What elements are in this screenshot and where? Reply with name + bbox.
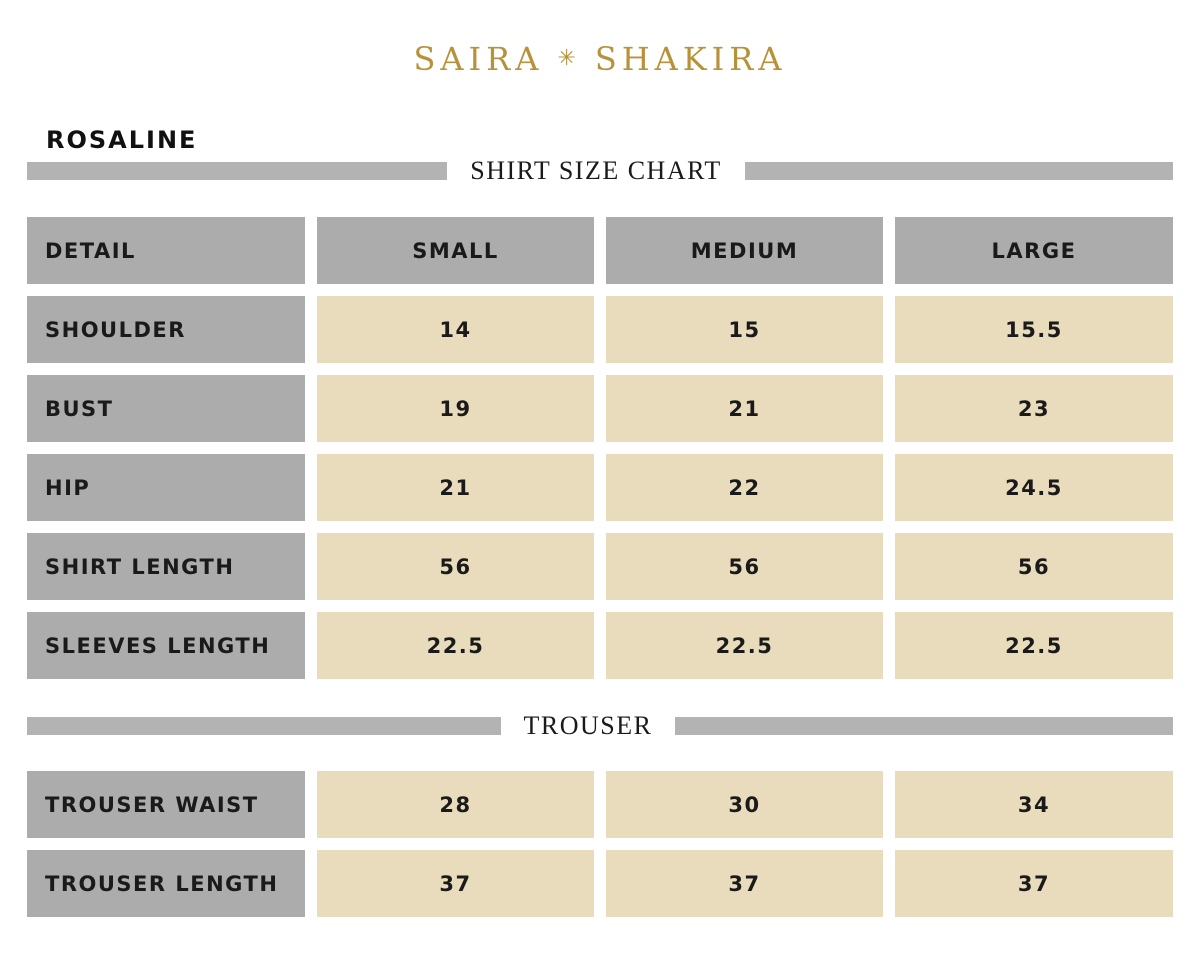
value-cell: 22.5 xyxy=(895,612,1173,679)
value-cell: 28 xyxy=(317,771,594,838)
value-cell: 37 xyxy=(606,850,883,917)
value-cell: 56 xyxy=(895,533,1173,600)
row-label-trouser-length: TROUSER LENGTH xyxy=(27,850,305,917)
row-label-hip: HIP xyxy=(27,454,305,521)
column-header-detail: DETAIL xyxy=(27,217,305,284)
divider-line xyxy=(675,717,1173,735)
divider-line xyxy=(745,162,1173,180)
shirt-section-title: SHIRT SIZE CHART xyxy=(470,156,722,185)
brand-logo xyxy=(0,40,1200,78)
value-cell: 24.5 xyxy=(895,454,1173,521)
brand-name-right: SHAKIRA xyxy=(594,40,787,78)
value-cell: 37 xyxy=(317,850,594,917)
shirt-size-table xyxy=(27,217,1173,679)
value-cell: 21 xyxy=(317,454,594,521)
value-cell: 23 xyxy=(895,375,1173,442)
value-cell: 30 xyxy=(606,771,883,838)
row-label-trouser-waist: TROUSER WAIST xyxy=(27,771,305,838)
value-cell: 34 xyxy=(895,771,1173,838)
column-header-medium: MEDIUM xyxy=(606,217,883,284)
divider-line xyxy=(27,162,447,180)
value-cell: 19 xyxy=(317,375,594,442)
value-cell: 22.5 xyxy=(606,612,883,679)
value-cell: 56 xyxy=(317,533,594,600)
value-cell: 56 xyxy=(606,533,883,600)
trouser-section-title: TROUSER xyxy=(523,711,653,740)
value-cell: 21 xyxy=(606,375,883,442)
value-cell: 22 xyxy=(606,454,883,521)
product-name: ROSALINE xyxy=(46,126,198,154)
star-icon: ✳ xyxy=(557,46,581,71)
value-cell: 15.5 xyxy=(895,296,1173,363)
trouser-size-table xyxy=(27,771,1173,917)
shirt-section-header xyxy=(27,156,1173,185)
value-cell: 15 xyxy=(606,296,883,363)
value-cell: 22.5 xyxy=(317,612,594,679)
row-label-bust: BUST xyxy=(27,375,305,442)
column-header-small: SMALL xyxy=(317,217,594,284)
row-label-shoulder: SHOULDER xyxy=(27,296,305,363)
value-cell: 37 xyxy=(895,850,1173,917)
trouser-section-header xyxy=(27,711,1173,740)
row-label-shirt-length: SHIRT LENGTH xyxy=(27,533,305,600)
column-header-large: LARGE xyxy=(895,217,1173,284)
row-label-sleeves-length: SLEEVES LENGTH xyxy=(27,612,305,679)
divider-line xyxy=(27,717,501,735)
value-cell: 14 xyxy=(317,296,594,363)
brand-name-left: SAIRA xyxy=(413,40,544,78)
